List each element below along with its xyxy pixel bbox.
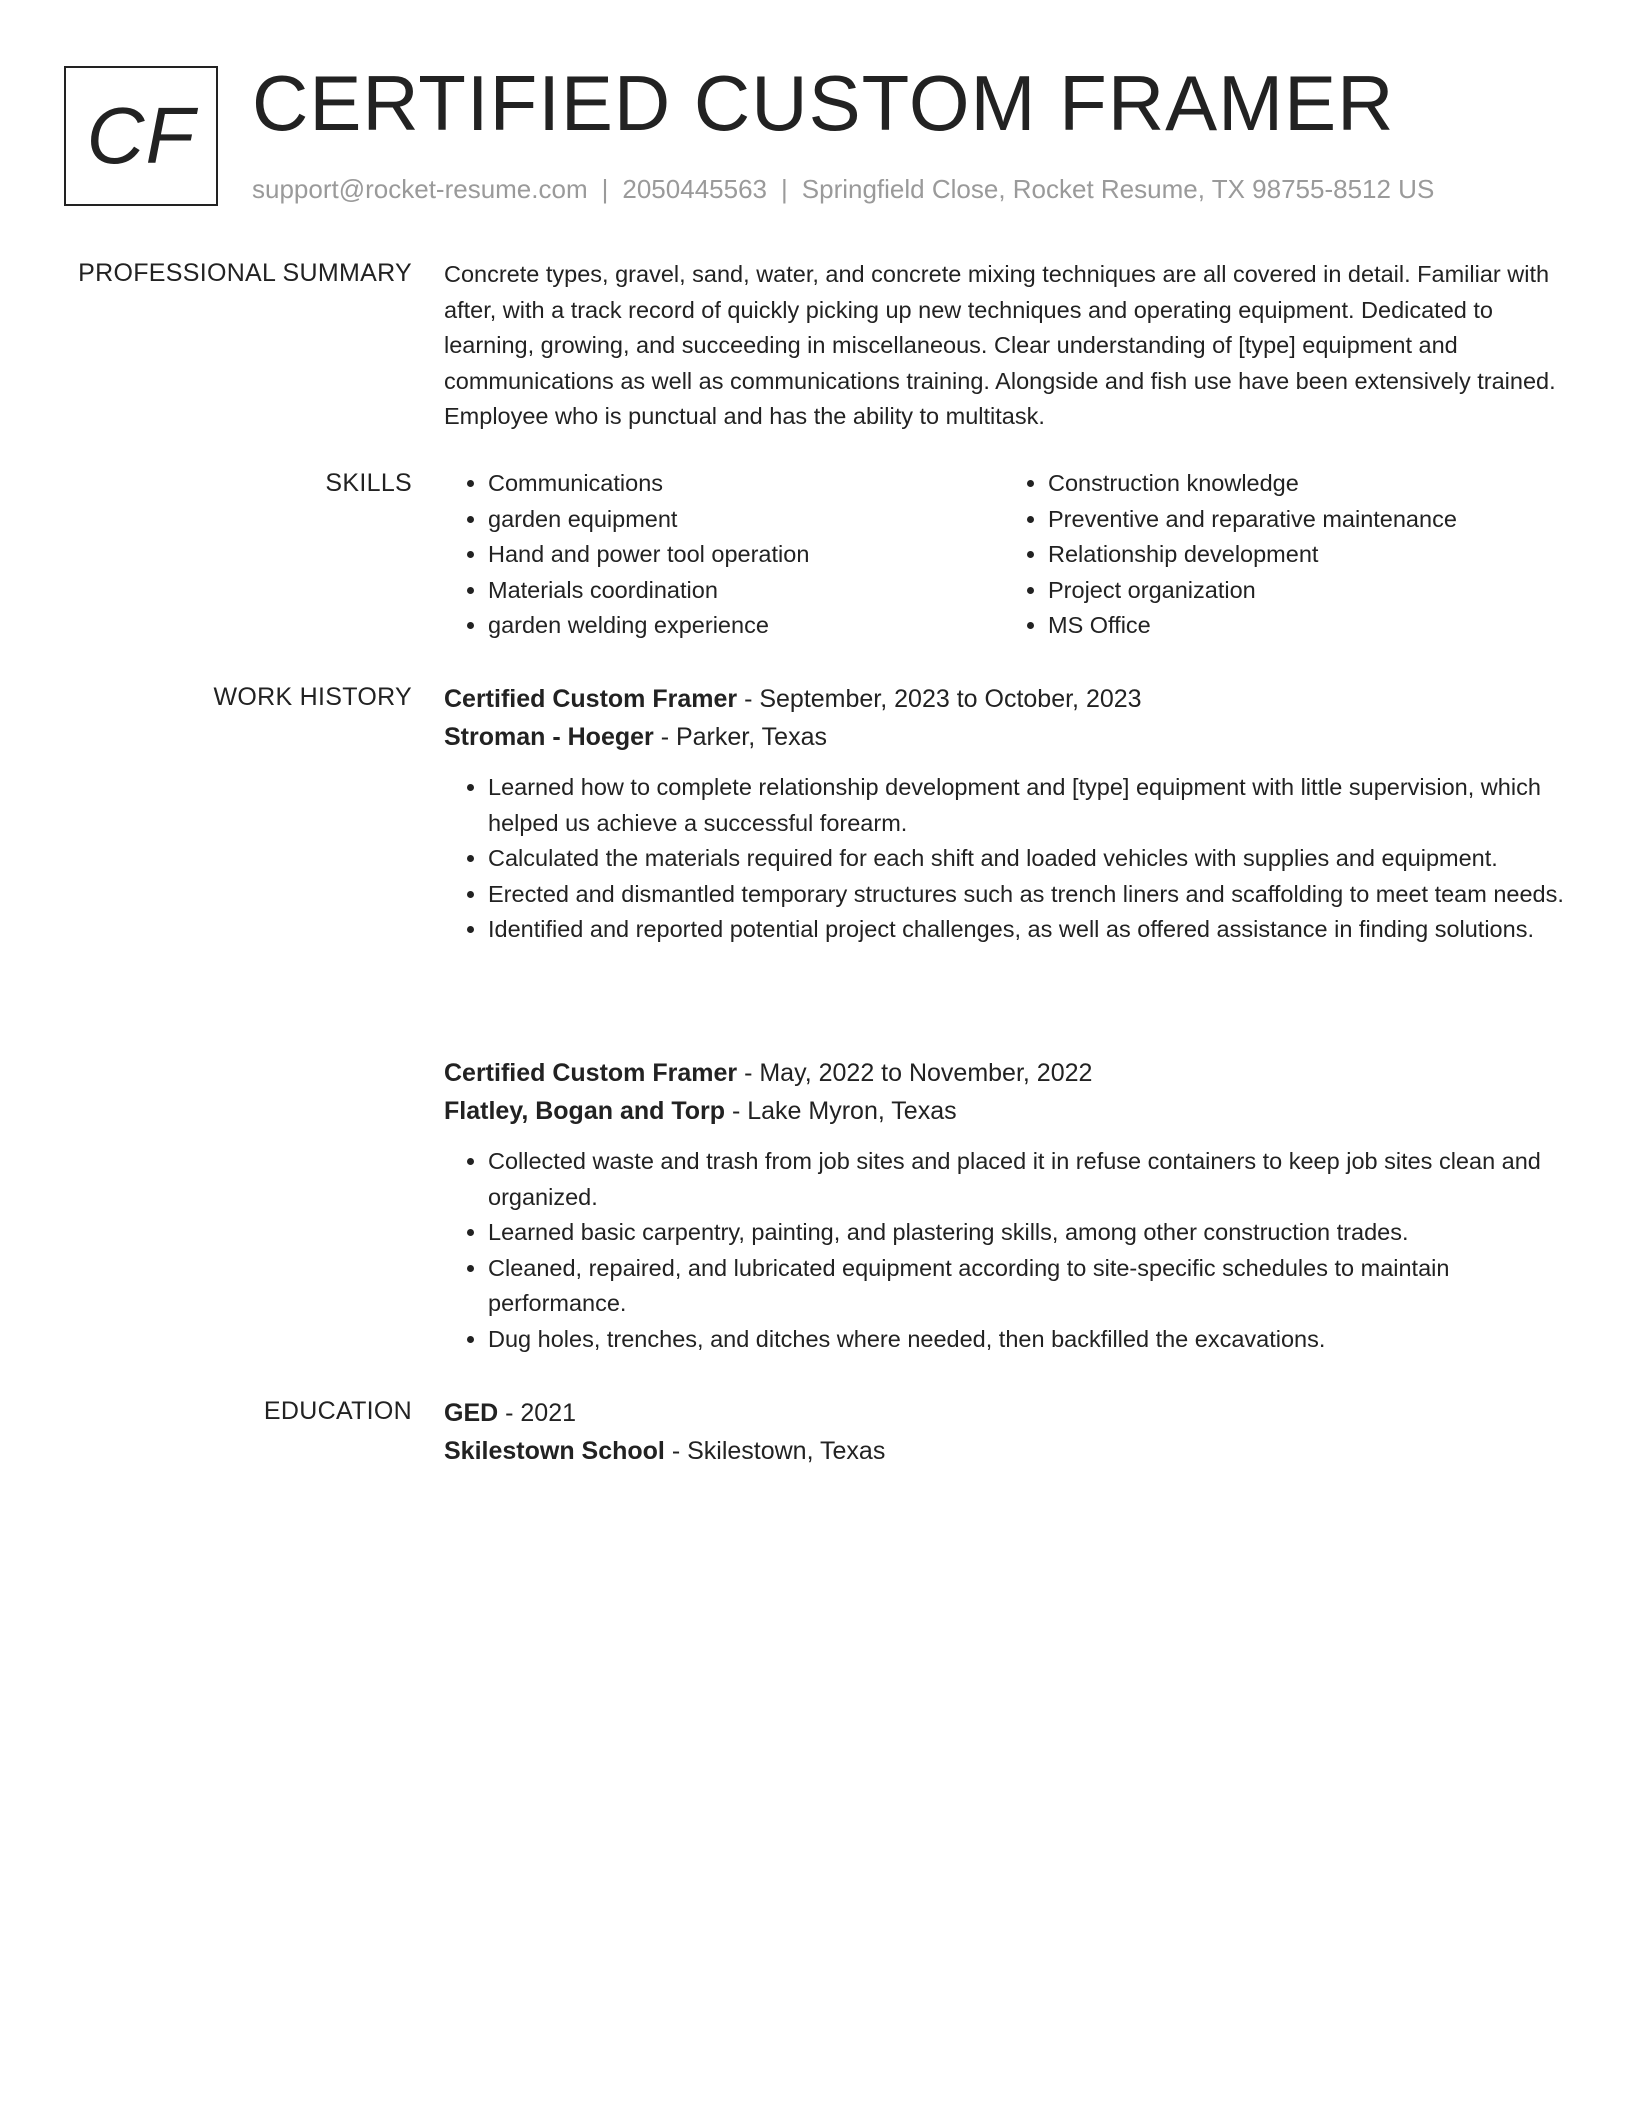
job-bullet: • Collected waste and trash from job sites and placed it in refuse containers to keep job sites clean and organized. — [488, 1144, 1564, 1215]
job-title: Certified Custom Framer — [444, 685, 738, 713]
education-school-line — [444, 1432, 1564, 1470]
job-bullets — [444, 770, 1564, 948]
skill-item: • garden welding experience — [488, 608, 1004, 644]
contact-address: Springfield Close, Rocket Resume, TX 98755-8512 US — [801, 174, 1435, 204]
job-company-line — [444, 718, 1564, 756]
summary-label: PROFESSIONAL SUMMARY — [78, 259, 412, 287]
job-bullet: • Learned how to complete relationship development and [type] equipment with little supervision, which helped us achieve a successful forearm. — [488, 770, 1564, 841]
job-entry — [444, 1054, 1564, 1358]
work-history-label: WORK HISTORY — [213, 683, 412, 711]
job-bullet: • Erected and dismantled temporary structures such as trench liners and scaffolding to meet team needs. — [488, 877, 1564, 913]
skill-item: • Preventive and reparative maintenance — [1048, 502, 1564, 538]
contact-email: support@rocket-resume.com — [252, 174, 588, 204]
contact-phone: 2050445563 — [622, 174, 767, 204]
skill-item: • Relationship development — [1048, 537, 1564, 573]
job-entry — [444, 680, 1564, 948]
job-bullet: • Dug holes, trenches, and ditches where needed, then backfilled the excavations. — [488, 1322, 1564, 1358]
contact-separator: | — [601, 174, 609, 204]
job-bullets — [444, 1144, 1564, 1358]
job-title-line — [444, 1054, 1564, 1092]
job-location: - Lake Myron, Texas — [725, 1097, 957, 1125]
skills-body — [444, 466, 1564, 644]
job-title-line — [444, 680, 1564, 718]
education-degree-line — [444, 1394, 1564, 1432]
job-title: Certified Custom Framer — [444, 1059, 738, 1087]
job-bullet: • Cleaned, repaired, and lubricated equipment according to site-specific schedules to maintain performance. — [488, 1251, 1564, 1322]
monogram-logo: CF — [64, 66, 218, 206]
summary-body — [444, 257, 1564, 435]
education-degree: GED — [444, 1399, 499, 1427]
job-dates: - September, 2023 to October, 2023 — [737, 685, 1142, 713]
education-location: - Skilestown, Texas — [664, 1437, 886, 1465]
skill-item: • Materials coordination — [488, 573, 1004, 609]
candidate-name: CERTIFIED CUSTOM FRAMER — [252, 59, 1395, 147]
skill-item: • MS Office — [1048, 608, 1564, 644]
work-history-body — [444, 680, 1564, 1352]
skill-item: • Construction knowledge — [1048, 466, 1564, 502]
contact-separator: | — [781, 174, 788, 204]
skill-item: • Project organization — [1048, 573, 1564, 609]
education-year: - 2021 — [498, 1399, 577, 1427]
summary-text: Concrete types, gravel, sand, water, and concrete mixing techniques are all covered in detail. Familiar with after, with a track record of quickly picking up new techniques and operating equipment. Dedicated to learning, growing, and succeeding in miscellaneous. Clear understanding of [type] equipment and communications as well as communications training. Alongside and fish use have been extensively trained. Employee who is punctual and has the ability to multitask. — [444, 261, 1556, 430]
job-location: - Parker, Texas — [653, 723, 827, 751]
skills-grid — [444, 466, 1564, 644]
skills-column-right — [1004, 466, 1564, 644]
education-school: Skilestown School — [444, 1437, 665, 1465]
job-bullet: • Learned basic carpentry, painting, and plastering skills, among other construction trades. — [488, 1215, 1564, 1251]
job-dates: - May, 2022 to November, 2022 — [737, 1059, 1093, 1087]
skills-column-left — [444, 466, 1004, 644]
job-bullet: • Identified and reported potential project challenges, as well as offered assistance in finding solutions. — [488, 912, 1564, 948]
skill-item: • Communications — [488, 466, 1004, 502]
skill-item: • Hand and power tool operation — [488, 537, 1004, 573]
job-bullet: • Calculated the materials required for each shift and loaded vehicles with supplies and equipment. — [488, 841, 1564, 877]
skills-label: SKILLS — [325, 469, 412, 497]
education-label: EDUCATION — [263, 1397, 412, 1425]
job-company: Stroman - Hoeger — [444, 723, 654, 751]
skill-item: • garden equipment — [488, 502, 1004, 538]
education-body — [444, 1394, 1564, 1470]
job-company-line — [444, 1092, 1564, 1130]
contact-line — [252, 172, 1434, 206]
job-company: Flatley, Bogan and Torp — [444, 1097, 726, 1125]
